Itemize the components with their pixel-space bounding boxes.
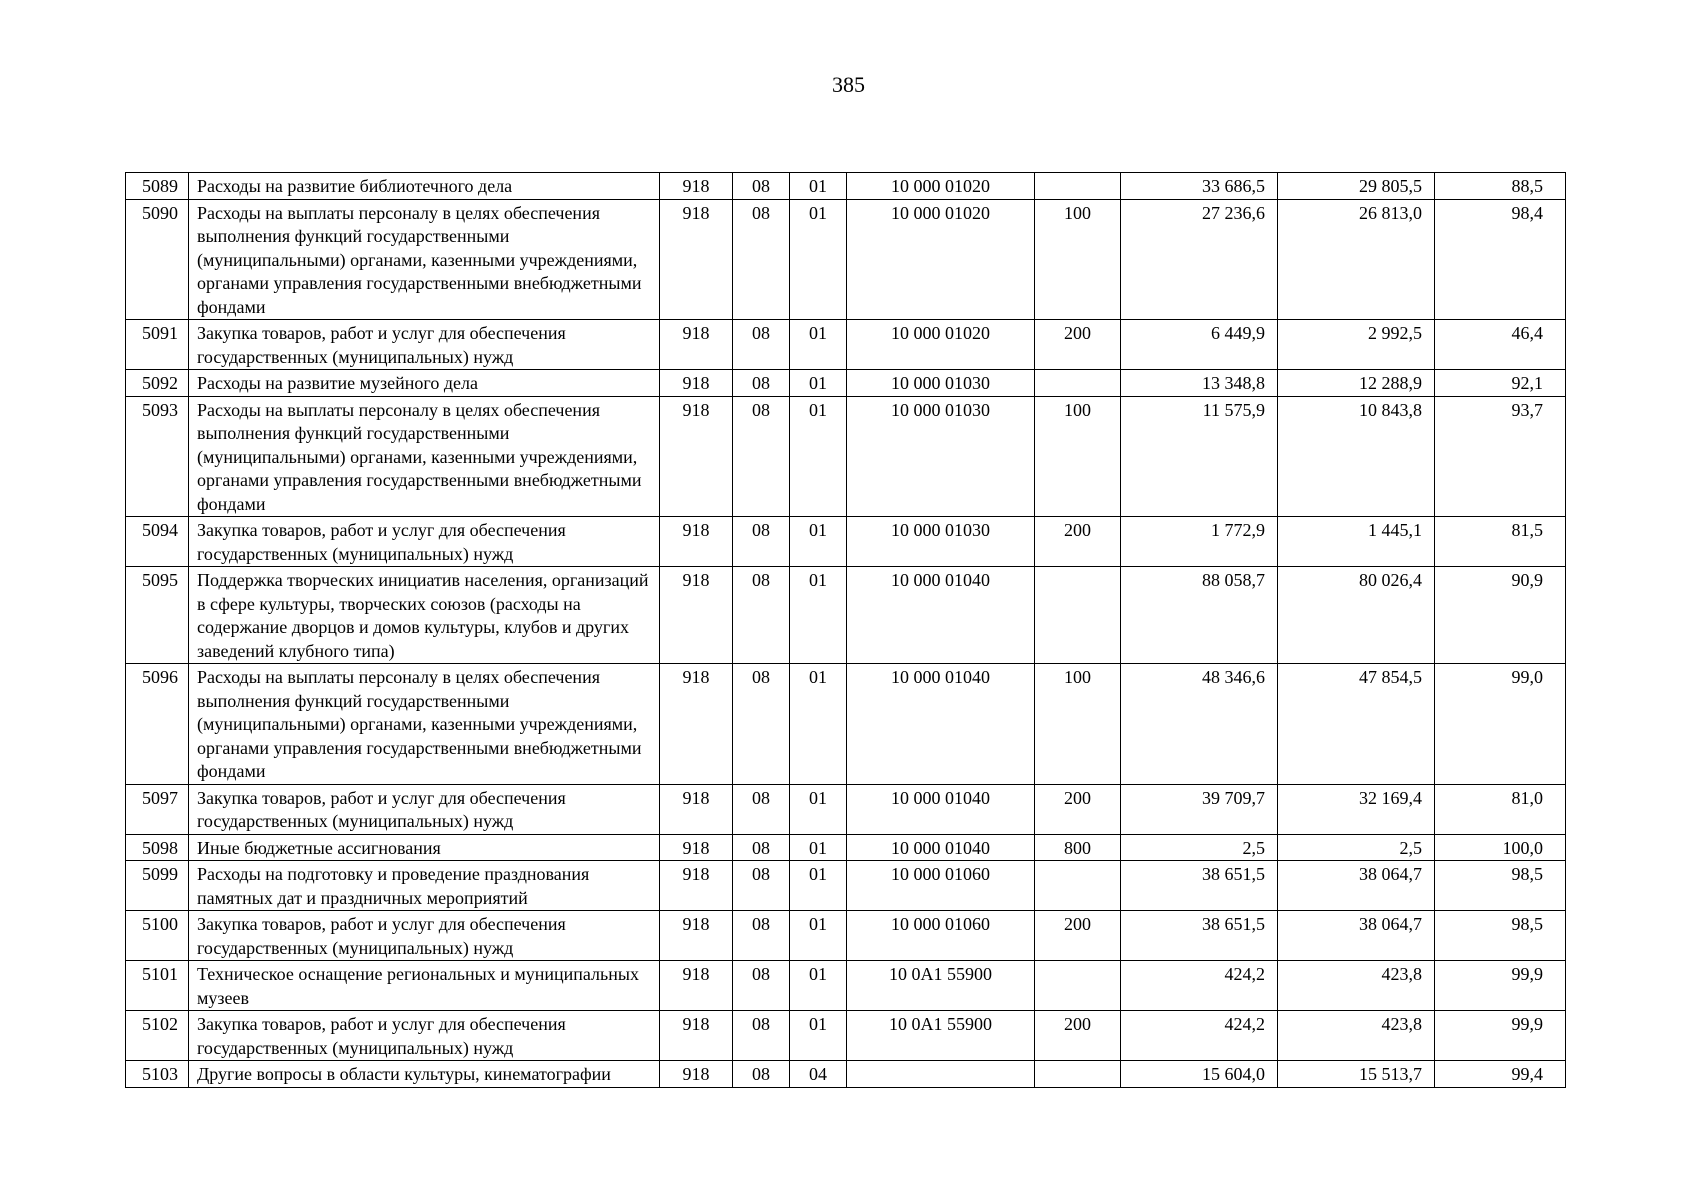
description-cell: Закупка товаров, работ и услуг для обеспечения государственных (муниципальных) нужд <box>189 911 660 961</box>
planned-amount-cell: 11 575,9 <box>1121 396 1278 517</box>
actual-amount-cell: 1 445,1 <box>1278 517 1435 567</box>
row-number-cell: 5094 <box>126 517 189 567</box>
actual-amount-cell: 47 854,5 <box>1278 664 1435 785</box>
percent-cell: 99,4 <box>1435 1061 1566 1088</box>
row-number-cell: 5102 <box>126 1011 189 1061</box>
target-article-cell: 10 0A1 55900 <box>847 961 1035 1011</box>
percent-cell: 46,4 <box>1435 320 1566 370</box>
planned-amount-cell: 13 348,8 <box>1121 370 1278 397</box>
section-code-cell: 08 <box>733 173 790 200</box>
row-number-cell: 5091 <box>126 320 189 370</box>
expense-type-cell: 200 <box>1035 1011 1121 1061</box>
description-cell: Иные бюджетные ассигнования <box>189 834 660 861</box>
grbs-code-cell: 918 <box>660 1061 733 1088</box>
description-cell: Закупка товаров, работ и услуг для обеспечения государственных (муниципальных) нужд <box>189 517 660 567</box>
planned-amount-cell: 27 236,6 <box>1121 199 1278 320</box>
expense-type-cell <box>1035 567 1121 664</box>
description-cell: Закупка товаров, работ и услуг для обеспечения государственных (муниципальных) нужд <box>189 320 660 370</box>
table-row <box>126 664 1566 785</box>
table-row <box>126 396 1566 517</box>
percent-cell: 98,4 <box>1435 199 1566 320</box>
expense-type-cell <box>1035 1061 1121 1088</box>
target-article-cell: 10 000 01030 <box>847 517 1035 567</box>
target-article-cell: 10 000 01060 <box>847 911 1035 961</box>
percent-cell: 99,0 <box>1435 664 1566 785</box>
percent-cell: 81,0 <box>1435 784 1566 834</box>
percent-cell: 99,9 <box>1435 961 1566 1011</box>
description-cell: Закупка товаров, работ и услуг для обеспечения государственных (муниципальных) нужд <box>189 784 660 834</box>
planned-amount-cell: 88 058,7 <box>1121 567 1278 664</box>
table-row <box>126 861 1566 911</box>
table-row <box>126 567 1566 664</box>
section-code-cell: 08 <box>733 396 790 517</box>
row-number-cell: 5100 <box>126 911 189 961</box>
planned-amount-cell: 33 686,5 <box>1121 173 1278 200</box>
target-article-cell: 10 000 01040 <box>847 567 1035 664</box>
subsection-code-cell: 01 <box>790 911 847 961</box>
actual-amount-cell: 26 813,0 <box>1278 199 1435 320</box>
actual-amount-cell: 38 064,7 <box>1278 861 1435 911</box>
target-article-cell: 10 000 01060 <box>847 861 1035 911</box>
target-article-cell: 10 000 01030 <box>847 370 1035 397</box>
row-number-cell: 5095 <box>126 567 189 664</box>
subsection-code-cell: 01 <box>790 396 847 517</box>
grbs-code-cell: 918 <box>660 834 733 861</box>
row-number-cell: 5093 <box>126 396 189 517</box>
grbs-code-cell: 918 <box>660 961 733 1011</box>
planned-amount-cell: 15 604,0 <box>1121 1061 1278 1088</box>
planned-amount-cell: 38 651,5 <box>1121 911 1278 961</box>
expense-type-cell: 100 <box>1035 396 1121 517</box>
expense-type-cell: 800 <box>1035 834 1121 861</box>
percent-cell: 92,1 <box>1435 370 1566 397</box>
description-cell: Расходы на развитие библиотечного дела <box>189 173 660 200</box>
subsection-code-cell: 01 <box>790 173 847 200</box>
section-code-cell: 08 <box>733 567 790 664</box>
planned-amount-cell: 39 709,7 <box>1121 784 1278 834</box>
grbs-code-cell: 918 <box>660 320 733 370</box>
percent-cell: 93,7 <box>1435 396 1566 517</box>
table-row <box>126 961 1566 1011</box>
section-code-cell: 08 <box>733 784 790 834</box>
description-cell: Техническое оснащение региональных и муниципальных музеев <box>189 961 660 1011</box>
expense-type-cell <box>1035 370 1121 397</box>
grbs-code-cell: 918 <box>660 517 733 567</box>
target-article-cell: 10 0A1 55900 <box>847 1011 1035 1061</box>
expense-type-cell: 200 <box>1035 911 1121 961</box>
description-cell: Расходы на подготовку и проведение празднования памятных дат и праздничных мероприятий <box>189 861 660 911</box>
table-row <box>126 517 1566 567</box>
table-row <box>126 320 1566 370</box>
table-row <box>126 173 1566 200</box>
target-article-cell: 10 000 01020 <box>847 173 1035 200</box>
grbs-code-cell: 918 <box>660 370 733 397</box>
subsection-code-cell: 01 <box>790 199 847 320</box>
section-code-cell: 08 <box>733 834 790 861</box>
percent-cell: 99,9 <box>1435 1011 1566 1061</box>
subsection-code-cell: 01 <box>790 861 847 911</box>
section-code-cell: 08 <box>733 370 790 397</box>
percent-cell: 98,5 <box>1435 911 1566 961</box>
grbs-code-cell: 918 <box>660 861 733 911</box>
percent-cell: 88,5 <box>1435 173 1566 200</box>
actual-amount-cell: 29 805,5 <box>1278 173 1435 200</box>
subsection-code-cell: 01 <box>790 834 847 861</box>
percent-cell: 98,5 <box>1435 861 1566 911</box>
percent-cell: 100,0 <box>1435 834 1566 861</box>
subsection-code-cell: 01 <box>790 784 847 834</box>
grbs-code-cell: 918 <box>660 784 733 834</box>
percent-cell: 90,9 <box>1435 567 1566 664</box>
planned-amount-cell: 48 346,6 <box>1121 664 1278 785</box>
row-number-cell: 5089 <box>126 173 189 200</box>
planned-amount-cell: 424,2 <box>1121 1011 1278 1061</box>
section-code-cell: 08 <box>733 320 790 370</box>
percent-cell: 81,5 <box>1435 517 1566 567</box>
row-number-cell: 5092 <box>126 370 189 397</box>
page-number: 385 <box>832 72 865 97</box>
section-code-cell: 08 <box>733 517 790 567</box>
description-cell: Расходы на развитие музейного дела <box>189 370 660 397</box>
planned-amount-cell: 2,5 <box>1121 834 1278 861</box>
description-cell: Расходы на выплаты персоналу в целях обеспечения выполнения функций государственными (муниципальными) органами, казенными учреждениями, органами управления государственными внебюджетными фондами <box>189 396 660 517</box>
description-cell: Другие вопросы в области культуры, кинематографии <box>189 1061 660 1088</box>
row-number-cell: 5098 <box>126 834 189 861</box>
subsection-code-cell: 01 <box>790 1011 847 1061</box>
subsection-code-cell: 01 <box>790 517 847 567</box>
subsection-code-cell: 01 <box>790 961 847 1011</box>
actual-amount-cell: 80 026,4 <box>1278 567 1435 664</box>
budget-table <box>125 172 1566 1088</box>
table-row <box>126 370 1566 397</box>
expense-type-cell <box>1035 173 1121 200</box>
expense-type-cell: 100 <box>1035 664 1121 785</box>
actual-amount-cell: 15 513,7 <box>1278 1061 1435 1088</box>
target-article-cell: 10 000 01020 <box>847 320 1035 370</box>
table-row <box>126 1011 1566 1061</box>
target-article-cell: 10 000 01040 <box>847 834 1035 861</box>
actual-amount-cell: 32 169,4 <box>1278 784 1435 834</box>
row-number-cell: 5090 <box>126 199 189 320</box>
table-row <box>126 784 1566 834</box>
grbs-code-cell: 918 <box>660 1011 733 1061</box>
expense-type-cell: 200 <box>1035 784 1121 834</box>
section-code-cell: 08 <box>733 961 790 1011</box>
planned-amount-cell: 424,2 <box>1121 961 1278 1011</box>
subsection-code-cell: 01 <box>790 567 847 664</box>
actual-amount-cell: 2,5 <box>1278 834 1435 861</box>
planned-amount-cell: 38 651,5 <box>1121 861 1278 911</box>
expense-type-cell <box>1035 961 1121 1011</box>
expense-type-cell: 200 <box>1035 517 1121 567</box>
table-row <box>126 1061 1566 1088</box>
actual-amount-cell: 10 843,8 <box>1278 396 1435 517</box>
row-number-cell: 5096 <box>126 664 189 785</box>
target-article-cell: 10 000 01030 <box>847 396 1035 517</box>
section-code-cell: 08 <box>733 664 790 785</box>
section-code-cell: 08 <box>733 1061 790 1088</box>
planned-amount-cell: 1 772,9 <box>1121 517 1278 567</box>
description-cell: Поддержка творческих инициатив населения, организаций в сфере культуры, творческих союзов (расходы на содержание дворцов и домов культуры, клубов и других заведений клубного типа) <box>189 567 660 664</box>
table-row <box>126 834 1566 861</box>
row-number-cell: 5103 <box>126 1061 189 1088</box>
subsection-code-cell: 01 <box>790 370 847 397</box>
grbs-code-cell: 918 <box>660 664 733 785</box>
expense-type-cell: 100 <box>1035 199 1121 320</box>
description-cell: Закупка товаров, работ и услуг для обеспечения государственных (муниципальных) нужд <box>189 1011 660 1061</box>
grbs-code-cell: 918 <box>660 199 733 320</box>
subsection-code-cell: 04 <box>790 1061 847 1088</box>
subsection-code-cell: 01 <box>790 664 847 785</box>
target-article-cell <box>847 1061 1035 1088</box>
description-cell: Расходы на выплаты персоналу в целях обеспечения выполнения функций государственными (муниципальными) органами, казенными учреждениями, органами управления государственными внебюджетными фондами <box>189 664 660 785</box>
target-article-cell: 10 000 01040 <box>847 664 1035 785</box>
grbs-code-cell: 918 <box>660 396 733 517</box>
expense-type-cell: 200 <box>1035 320 1121 370</box>
expense-type-cell <box>1035 861 1121 911</box>
section-code-cell: 08 <box>733 861 790 911</box>
actual-amount-cell: 2 992,5 <box>1278 320 1435 370</box>
section-code-cell: 08 <box>733 1011 790 1061</box>
grbs-code-cell: 918 <box>660 567 733 664</box>
section-code-cell: 08 <box>733 199 790 320</box>
actual-amount-cell: 12 288,9 <box>1278 370 1435 397</box>
actual-amount-cell: 423,8 <box>1278 961 1435 1011</box>
actual-amount-cell: 38 064,7 <box>1278 911 1435 961</box>
row-number-cell: 5097 <box>126 784 189 834</box>
table-body <box>126 173 1566 1088</box>
row-number-cell: 5101 <box>126 961 189 1011</box>
section-code-cell: 08 <box>733 911 790 961</box>
target-article-cell: 10 000 01020 <box>847 199 1035 320</box>
table-row <box>126 911 1566 961</box>
subsection-code-cell: 01 <box>790 320 847 370</box>
actual-amount-cell: 423,8 <box>1278 1011 1435 1061</box>
grbs-code-cell: 918 <box>660 911 733 961</box>
description-cell: Расходы на выплаты персоналу в целях обеспечения выполнения функций государственными (муниципальными) органами, казенными учреждениями, органами управления государственными внебюджетными фондами <box>189 199 660 320</box>
planned-amount-cell: 6 449,9 <box>1121 320 1278 370</box>
target-article-cell: 10 000 01040 <box>847 784 1035 834</box>
table-row <box>126 199 1566 320</box>
row-number-cell: 5099 <box>126 861 189 911</box>
grbs-code-cell: 918 <box>660 173 733 200</box>
